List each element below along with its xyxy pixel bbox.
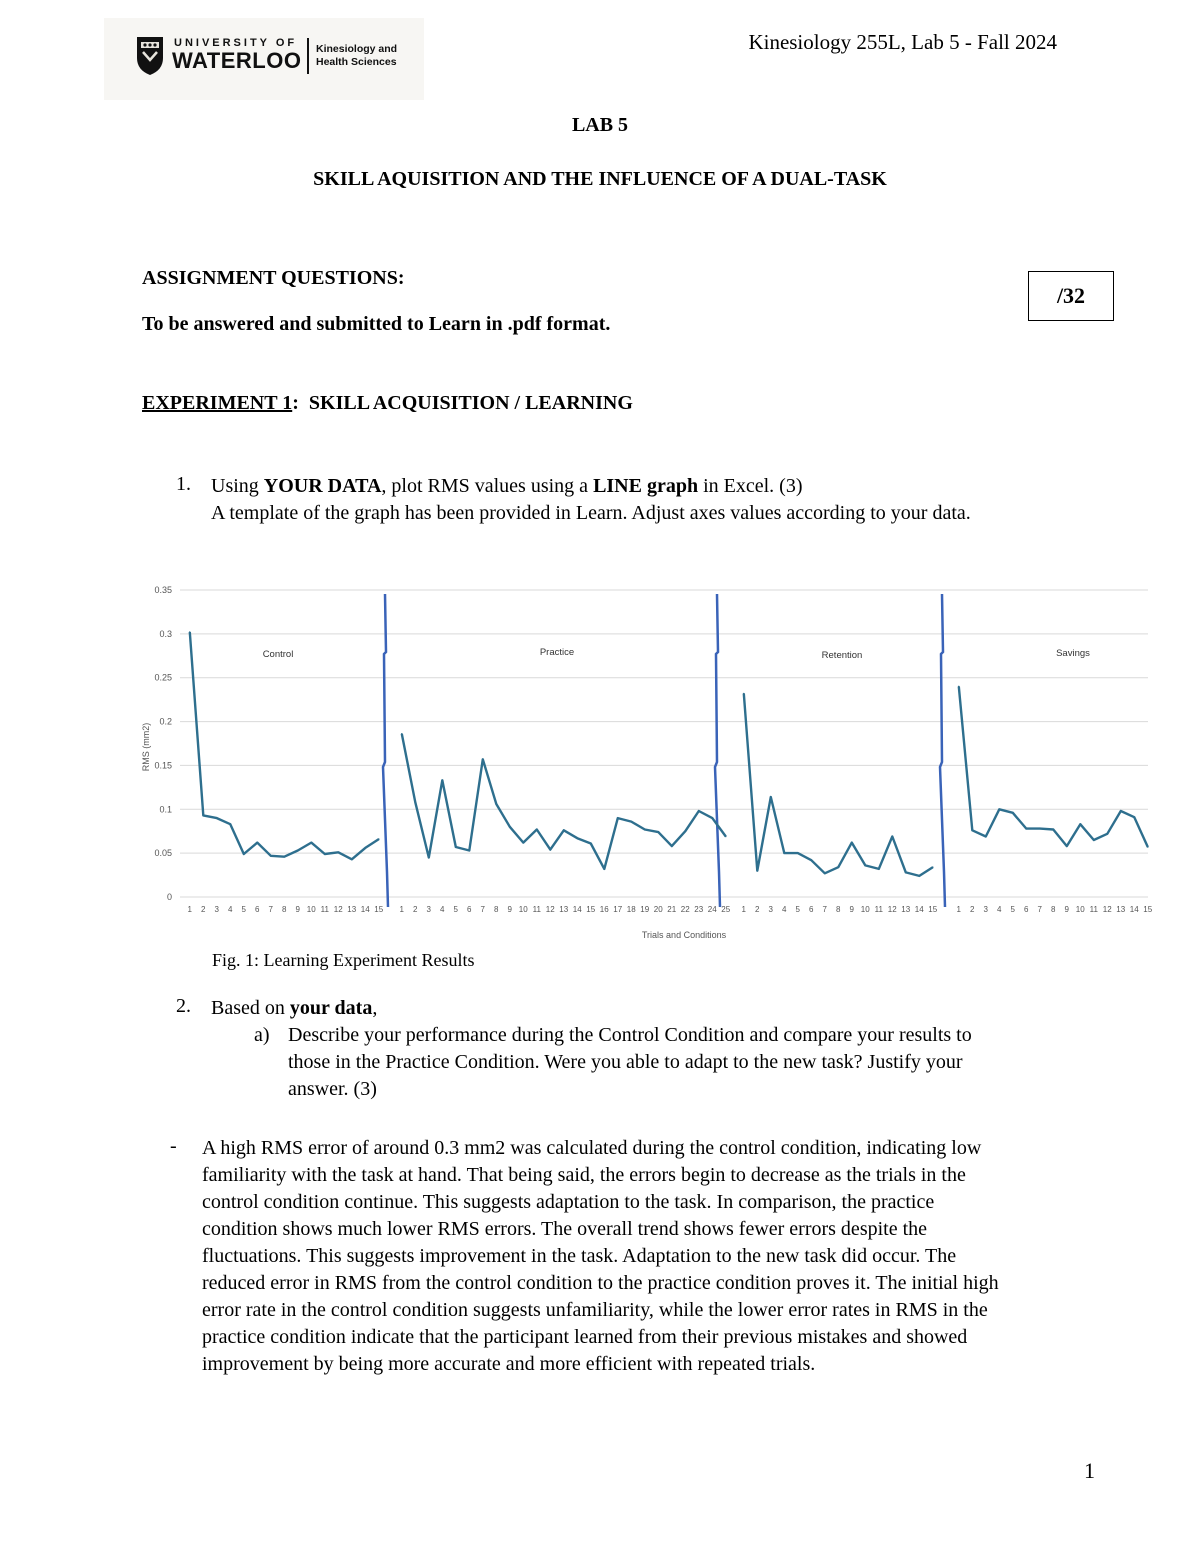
x-tick-label: 11 <box>532 905 541 914</box>
condition-dividers <box>383 594 945 907</box>
answer-text: A high RMS error of around 0.3 mm2 was calculated during the control condition, indicating low familiarity with the task at hand. That being said, the errors begin to decrease as the trials in the control condition continue. This suggests adaptation to the task. In comparison, the practice condition shows much lower RMS errors. The overall trend shows fewer errors despite the fluctuations. This suggests improvement in the task. Adaptation to the new task did occur. The reduced error in RMS from the control condition to the practice condition proves it. The initial high error rate in the control condition suggests unfamiliarity, while the lower error rates in RMS in the practice condition indicate that the participant learned from their previous mistakes and showed improvement by being more accurate and more efficient with repeated trials. <box>202 1137 999 1375</box>
x-tick-label: 9 <box>1064 905 1069 914</box>
q1-text-2: , plot RMS values using a <box>381 475 594 497</box>
data-point <box>1133 816 1135 818</box>
y-tick-label: 0.2 <box>159 716 172 727</box>
data-point <box>851 842 853 844</box>
data-point <box>522 842 524 844</box>
answer-bullet: - <box>170 1135 177 1157</box>
x-tick-label: 19 <box>640 905 650 914</box>
y-tick-label: 0.3 <box>159 628 172 639</box>
x-tick-label: 7 <box>822 905 827 914</box>
data-point <box>283 856 285 858</box>
chart-grid <box>180 590 1148 897</box>
data-point <box>837 866 839 868</box>
x-tick-label: 13 <box>347 905 357 914</box>
x-tick-label: 2 <box>755 905 760 914</box>
y-tick-label: 0.25 <box>154 672 172 683</box>
x-tick-label: 7 <box>480 905 485 914</box>
condition-divider-line <box>940 594 945 907</box>
x-tick-label: 4 <box>782 905 787 914</box>
page-number: 1 <box>1084 1458 1095 1483</box>
x-tick-label: 6 <box>1024 905 1029 914</box>
data-point <box>971 830 973 832</box>
series-line-control <box>190 632 379 859</box>
q1-text-3: in Excel. (3) <box>698 475 803 497</box>
x-axis-label: Trials and Conditions <box>641 930 727 940</box>
data-point <box>824 873 826 875</box>
y-axis-label: RMS (mm2) <box>141 722 151 772</box>
data-point <box>364 847 366 849</box>
logo-faculty-line-1: Kinesiology and <box>316 43 398 55</box>
question-2-number: 2. <box>176 995 191 1017</box>
x-tick-label: 6 <box>467 905 472 914</box>
x-tick-label: 1 <box>399 905 404 914</box>
x-tick-label: 15 <box>374 905 384 914</box>
y-axis-ticks <box>154 585 172 902</box>
y-tick-label: 0.05 <box>154 848 172 859</box>
x-tick-label: 10 <box>860 905 870 914</box>
data-point <box>414 801 416 803</box>
x-tick-label: 3 <box>983 905 988 914</box>
experiment-title: SKILL ACQUISITION / LEARNING <box>308 392 633 414</box>
submission-note: To be answered and submitted to Learn in .pdf format. <box>142 313 611 335</box>
logo-waterloo: WATERLOO <box>172 48 302 73</box>
logo-university-of: UNIVERSITY OF <box>174 37 298 49</box>
data-point <box>401 733 403 735</box>
chart-series <box>189 631 1149 876</box>
q2-bold-your-data: your data <box>289 997 373 1019</box>
x-tick-label: 12 <box>545 905 555 914</box>
x-tick-label: 3 <box>214 905 219 914</box>
data-point <box>657 831 659 833</box>
data-point <box>482 758 484 760</box>
data-point <box>549 849 551 851</box>
x-tick-label: 2 <box>970 905 975 914</box>
data-point <box>495 803 497 805</box>
y-tick-label: 0.15 <box>154 760 172 771</box>
x-tick-label: 11 <box>874 905 883 914</box>
x-tick-label: 15 <box>1143 905 1153 914</box>
x-tick-label: 3 <box>426 905 431 914</box>
x-tick-label: 25 <box>721 905 731 914</box>
data-point <box>864 865 866 867</box>
data-point <box>428 857 430 859</box>
x-tick-label: 9 <box>507 905 512 914</box>
question-1 <box>211 473 1011 527</box>
rms-line-chart <box>130 582 1160 942</box>
y-tick-label: 0.1 <box>159 804 172 815</box>
y-tick-label: 0 <box>166 892 172 902</box>
question-1-number: 1. <box>176 473 191 495</box>
y-tick-label: 0.35 <box>154 585 172 595</box>
data-point <box>891 836 893 838</box>
lab-number: LAB 5 <box>571 114 629 136</box>
x-tick-label: 7 <box>1037 905 1042 914</box>
data-point <box>1120 810 1122 812</box>
x-tick-label: 3 <box>768 905 773 914</box>
data-point <box>1106 833 1108 835</box>
experiment-heading <box>142 392 633 415</box>
data-point <box>905 872 907 874</box>
data-point <box>509 826 511 828</box>
data-point <box>576 837 578 839</box>
condition-divider-line <box>383 594 388 907</box>
data-point <box>1147 846 1149 848</box>
x-tick-label: 21 <box>667 905 677 914</box>
x-tick-label: 9 <box>849 905 854 914</box>
x-tick-label: 13 <box>559 905 569 914</box>
lab-title: SKILL AQUISITION AND THE INFLUENCE OF A DUAL-TASK <box>313 168 887 190</box>
data-point <box>229 823 231 825</box>
x-tick-label: 11 <box>1089 905 1098 914</box>
data-point <box>1012 812 1014 814</box>
data-point <box>671 845 673 847</box>
logo-divider <box>307 38 309 74</box>
x-tick-label: 5 <box>795 905 800 914</box>
q2-text-1: Based on <box>211 997 290 1019</box>
x-tick-label: 6 <box>255 905 260 914</box>
figure-caption: Fig. 1: Learning Experiment Results <box>212 950 475 970</box>
data-point <box>297 850 299 852</box>
data-point <box>756 870 758 872</box>
x-tick-label: 8 <box>836 905 841 914</box>
x-tick-label: 1 <box>187 905 192 914</box>
data-point <box>337 851 339 853</box>
x-tick-label: 12 <box>333 905 343 914</box>
data-point <box>256 842 258 844</box>
data-point <box>985 836 987 838</box>
x-tick-label: 20 <box>653 905 663 914</box>
question-1-line-2: A template of the graph has been provided in Learn. Adjust axes values according to your data. <box>211 502 971 524</box>
x-tick-label: 5 <box>453 905 458 914</box>
condition-label-retention: Retention <box>821 650 863 661</box>
data-point <box>1039 828 1041 830</box>
data-point <box>441 780 443 782</box>
data-point <box>1066 845 1068 847</box>
experiment-label: EXPERIMENT 1 <box>142 392 293 414</box>
data-point <box>770 796 772 798</box>
logo-faculty-line-2: Health Sciences <box>316 56 397 68</box>
data-point <box>711 817 713 819</box>
data-point <box>216 817 218 819</box>
data-point <box>644 829 646 831</box>
x-tick-label: 15 <box>928 905 938 914</box>
data-point <box>310 842 312 844</box>
data-point <box>378 838 380 840</box>
x-tick-label: 8 <box>282 905 287 914</box>
data-point <box>1025 828 1027 830</box>
x-tick-label: 22 <box>680 905 690 914</box>
q1-text-1: Using <box>211 475 264 497</box>
x-tick-label: 7 <box>268 905 273 914</box>
condition-label-control: Control <box>262 649 294 660</box>
series-line-practice <box>402 734 726 869</box>
crest-icon <box>136 36 164 76</box>
x-tick-label: 23 <box>694 905 704 914</box>
data-point <box>1093 839 1095 841</box>
x-tick-label: 13 <box>901 905 911 914</box>
x-tick-label: 8 <box>1051 905 1056 914</box>
x-tick-label: 24 <box>707 905 717 914</box>
data-point <box>202 815 204 817</box>
data-point <box>725 836 727 838</box>
data-point <box>810 859 812 861</box>
question-2 <box>211 995 377 1022</box>
x-tick-label: 14 <box>1129 905 1139 914</box>
x-tick-label: 8 <box>494 905 499 914</box>
x-tick-label: 17 <box>613 905 623 914</box>
data-point <box>243 853 245 855</box>
x-tick-label: 10 <box>518 905 528 914</box>
data-point <box>797 852 799 854</box>
x-axis-ticks <box>188 905 1153 914</box>
question-1-line-1 <box>211 473 1011 500</box>
x-tick-label: 1 <box>741 905 746 914</box>
condition-label-savings: Savings <box>1056 648 1090 659</box>
x-tick-label: 10 <box>1075 905 1085 914</box>
data-point <box>932 866 934 868</box>
x-tick-label: 1 <box>956 905 961 914</box>
x-tick-label: 18 <box>626 905 636 914</box>
x-tick-label: 14 <box>914 905 924 914</box>
assignment-heading: ASSIGNMENT QUESTIONS: <box>142 267 405 289</box>
x-tick-label: 4 <box>997 905 1002 914</box>
x-tick-label: 5 <box>1010 905 1015 914</box>
x-tick-label: 12 <box>1102 905 1112 914</box>
data-point <box>918 875 920 877</box>
x-tick-label: 2 <box>413 905 418 914</box>
data-point <box>1079 823 1081 825</box>
question-2a-letter: a) <box>254 1024 270 1046</box>
data-point <box>878 868 880 870</box>
data-point <box>617 817 619 819</box>
data-point <box>783 852 785 854</box>
x-tick-label: 12 <box>887 905 897 914</box>
data-point <box>1052 829 1054 831</box>
q1-bold-your-data: YOUR DATA <box>263 475 382 497</box>
experiment-colon: : <box>292 392 299 414</box>
question-2a-text: Describe your performance during the Control Condition and compare your results to those in the Practice Condition. Were you able to adapt to the new task? Justify your answer. (3) <box>288 1024 972 1100</box>
data-point <box>189 631 191 633</box>
data-point <box>563 830 565 832</box>
data-point <box>958 686 960 688</box>
x-tick-label: 13 <box>1116 905 1126 914</box>
q2-text-2: , <box>372 997 378 1019</box>
data-point <box>536 829 538 831</box>
university-logo <box>104 18 424 100</box>
x-tick-label: 14 <box>572 905 582 914</box>
x-tick-label: 4 <box>228 905 233 914</box>
series-line-savings <box>959 687 1148 848</box>
x-tick-label: 5 <box>241 905 246 914</box>
x-tick-label: 4 <box>440 905 445 914</box>
data-point <box>698 810 700 812</box>
x-tick-label: 11 <box>320 905 329 914</box>
x-tick-label: 9 <box>295 905 300 914</box>
data-point <box>684 830 686 832</box>
x-tick-label: 6 <box>809 905 814 914</box>
x-tick-label: 16 <box>599 905 609 914</box>
data-point <box>324 853 326 855</box>
condition-divider-line <box>715 594 720 907</box>
data-point <box>630 821 632 823</box>
x-tick-label: 14 <box>360 905 370 914</box>
x-tick-label: 15 <box>586 905 596 914</box>
course-header: Kinesiology 255L, Lab 5 - Fall 2024 <box>748 30 1057 54</box>
data-point <box>468 850 470 852</box>
condition-label-practice: Practice <box>539 647 575 658</box>
score-box: /32 <box>1028 271 1114 321</box>
data-point <box>603 868 605 870</box>
data-point <box>455 846 457 848</box>
x-tick-label: 10 <box>306 905 316 914</box>
x-tick-label: 2 <box>201 905 206 914</box>
data-point <box>998 808 1000 810</box>
data-point <box>590 843 592 845</box>
data-point <box>743 693 745 695</box>
series-line-retention <box>744 694 933 876</box>
data-point <box>351 858 353 860</box>
data-point <box>270 855 272 857</box>
q1-bold-line-graph: LINE graph <box>593 475 699 497</box>
